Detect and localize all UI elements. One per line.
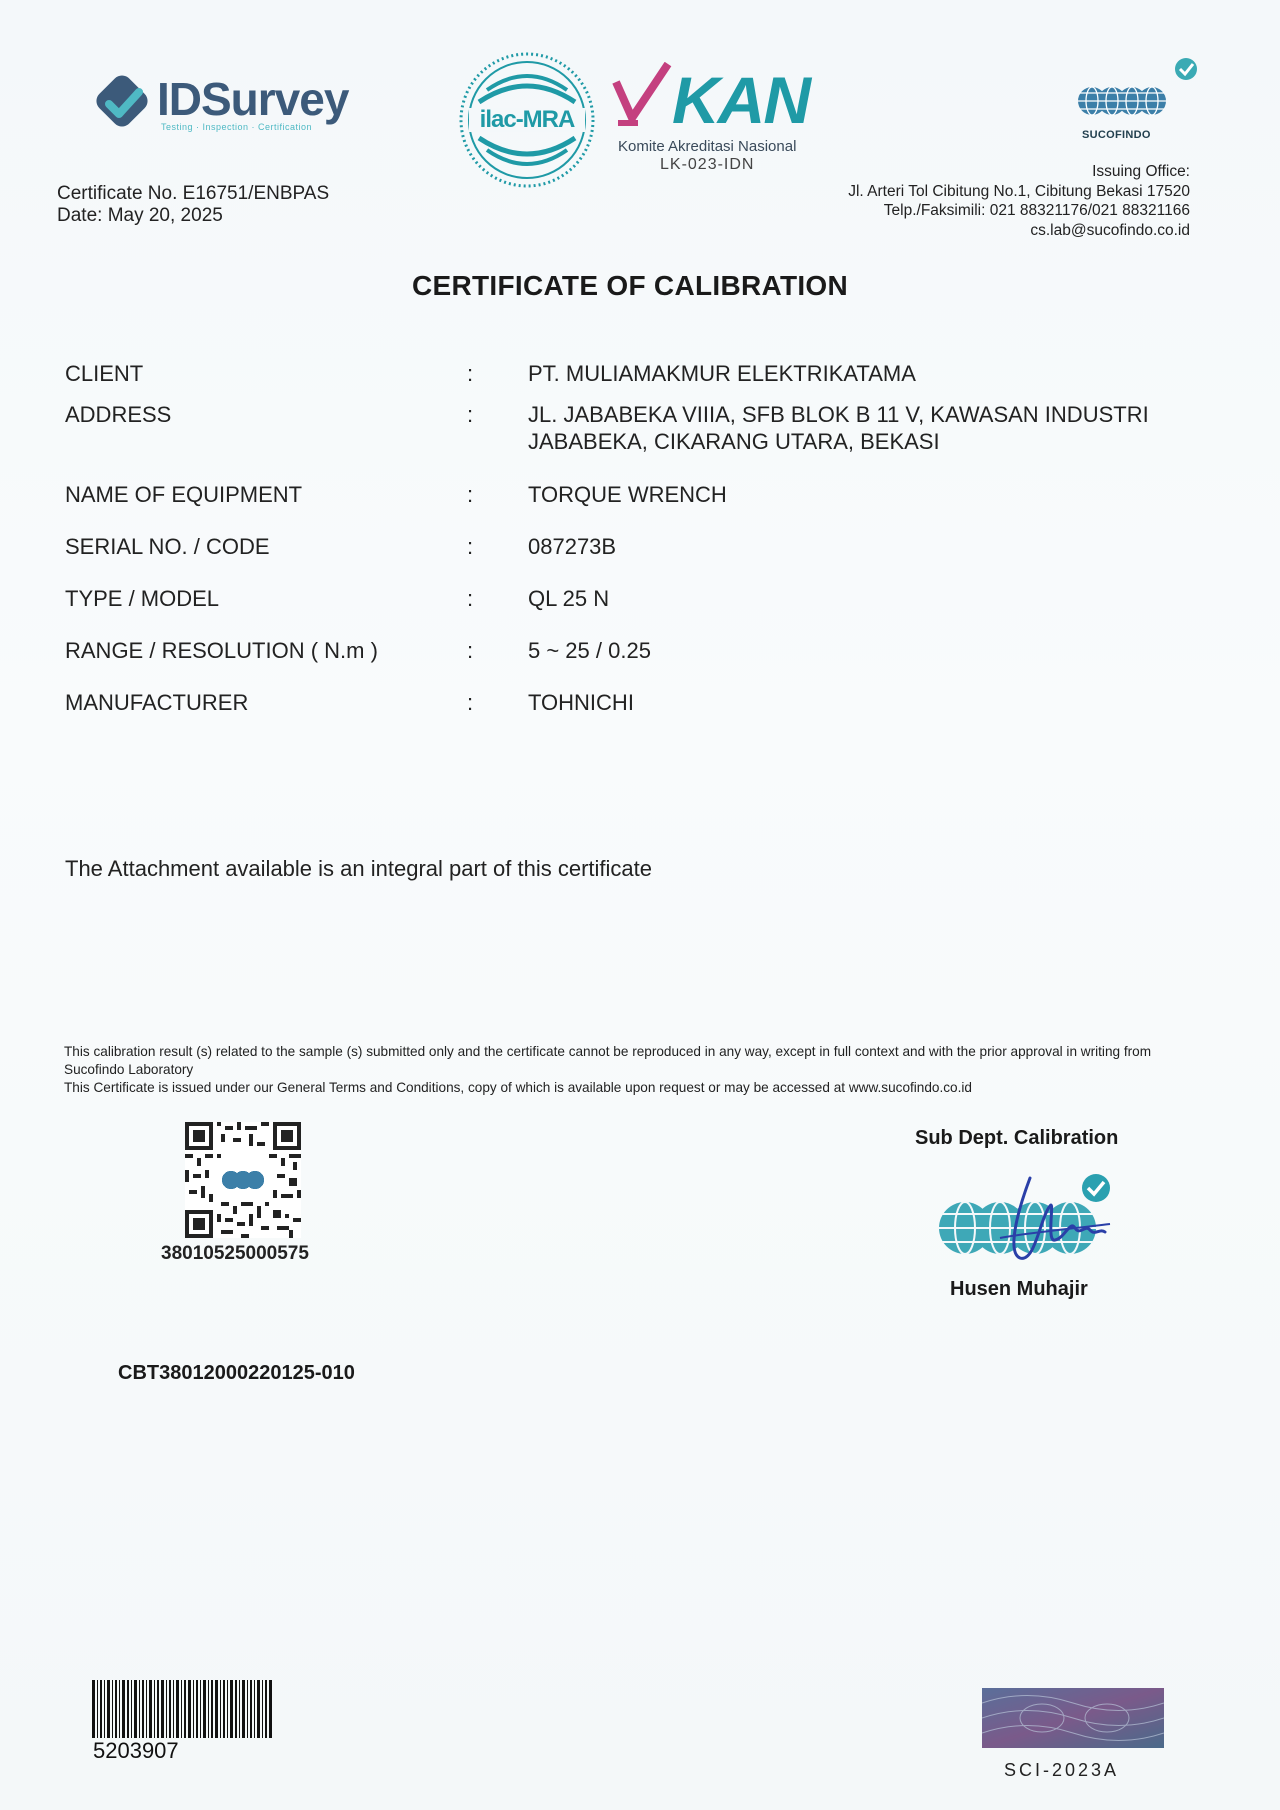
field-value: TORQUE WRENCH bbox=[528, 482, 727, 507]
field-colon: : bbox=[467, 638, 474, 663]
certificate-number: Certificate No. E16751/ENBPAS bbox=[57, 183, 330, 204]
stamp-signature-icon bbox=[930, 1158, 1130, 1288]
field-colon: : bbox=[467, 361, 474, 386]
field-label: CLIENT bbox=[65, 361, 144, 386]
address-line-2: JABABEKA, CIKARANG UTARA, BEKASI bbox=[528, 429, 940, 454]
kan-check-icon bbox=[612, 62, 672, 132]
field-label: RANGE / RESOLUTION ( N.m ) bbox=[65, 638, 378, 663]
field-label: NAME OF EQUIPMENT bbox=[65, 482, 303, 507]
field-colon: : bbox=[467, 690, 474, 715]
issuing-office bbox=[848, 162, 1190, 240]
field-value: QL 25 N bbox=[528, 586, 610, 611]
attachment-note: The Attachment available is an integral part of this certificate bbox=[65, 856, 652, 881]
field-colon: : bbox=[467, 482, 474, 507]
office-phone: Telp./Faksimili: 021 88321176/021 88321166 bbox=[883, 202, 1190, 219]
security-seal bbox=[982, 1688, 1164, 1748]
barcode bbox=[92, 1680, 272, 1738]
ilac-text: ilac-MRA bbox=[479, 106, 575, 133]
barcode-icon bbox=[92, 1680, 272, 1738]
address-line-1: JL. JABABEKA VIIIA, SFB BLOK B 11 V, KAWASAN INDUSTRI bbox=[528, 402, 1149, 427]
office-email: cs.lab@sucofindo.co.id bbox=[1030, 221, 1190, 239]
page-title: CERTIFICATE OF CALIBRATION bbox=[411, 270, 849, 301]
field-colon: : bbox=[467, 586, 474, 611]
sucofindo-logo bbox=[1070, 55, 1200, 145]
field-colon: : bbox=[467, 402, 474, 427]
qr-code bbox=[185, 1122, 301, 1238]
certificate-meta bbox=[57, 183, 329, 227]
field-value bbox=[528, 401, 1280, 455]
signer-name: Husen Muhajir bbox=[950, 1278, 1088, 1300]
sucofindo-name: SUCOFINDO bbox=[1082, 129, 1151, 141]
seal-code: SCI-2023A bbox=[1004, 1760, 1120, 1780]
office-label: Issuing Office: bbox=[1092, 163, 1190, 180]
field-label: ADDRESS bbox=[65, 402, 172, 427]
kan-code: LK-023-IDN bbox=[660, 156, 755, 173]
disclaimer-line-1: This calibration result (s) related to the sample (s) submitted only and the certificate cannot be reproduced in any way, except in full context and with the prior approval in writing from Sucofindo Laboratory bbox=[64, 1044, 1152, 1077]
office-address: Jl. Arteri Tol Cibitung No.1, Cibitung Bekasi 17520 bbox=[848, 182, 1190, 200]
field-value: 5 ~ 25 / 0.25 bbox=[528, 638, 651, 663]
kan-logo bbox=[612, 62, 812, 177]
field-label: TYPE / MODEL bbox=[65, 586, 220, 611]
kan-wordmark: KAN bbox=[672, 63, 809, 137]
sucofindo-stamp bbox=[930, 1158, 1130, 1288]
qr-code-icon bbox=[185, 1122, 301, 1238]
field-colon: : bbox=[467, 534, 474, 559]
certificate-date: Date: May 20, 2025 bbox=[57, 205, 223, 226]
sucofindo-globe-icon bbox=[1070, 55, 1200, 127]
field-label: MANUFACTURER bbox=[65, 690, 249, 715]
ilac-mra-logo bbox=[457, 50, 597, 190]
idsurvey-tagline: Testing · Inspection · Certification bbox=[161, 122, 313, 132]
kan-subtitle: Komite Akreditasi Nasional bbox=[618, 138, 797, 155]
field-value: 087273B bbox=[528, 534, 617, 559]
idsurvey-check-icon bbox=[95, 74, 155, 134]
signature-department: Sub Dept. Calibration bbox=[915, 1127, 1119, 1149]
field-label: SERIAL NO. / CODE bbox=[65, 534, 270, 559]
hologram-seal-icon bbox=[982, 1688, 1164, 1748]
disclaimer-line-2: This Certificate is issued under our General Terms and Conditions, copy of which is available upon request or may be accessed at www.sucofindo.co.id bbox=[64, 1080, 972, 1095]
cbt-code: CBT38012000220125-010 bbox=[118, 1362, 355, 1384]
field-value: TOHNICHI bbox=[528, 690, 634, 715]
barcode-number: 5203907 bbox=[93, 1738, 179, 1763]
idsurvey-wordmark: IDSurvey bbox=[157, 73, 349, 125]
disclaimer bbox=[64, 1043, 1214, 1097]
field-value: PT. MULIAMAKMUR ELEKTRIKATAMA bbox=[528, 361, 916, 386]
qr-number: 38010525000575 bbox=[161, 1243, 309, 1264]
idsurvey-logo bbox=[95, 72, 365, 137]
